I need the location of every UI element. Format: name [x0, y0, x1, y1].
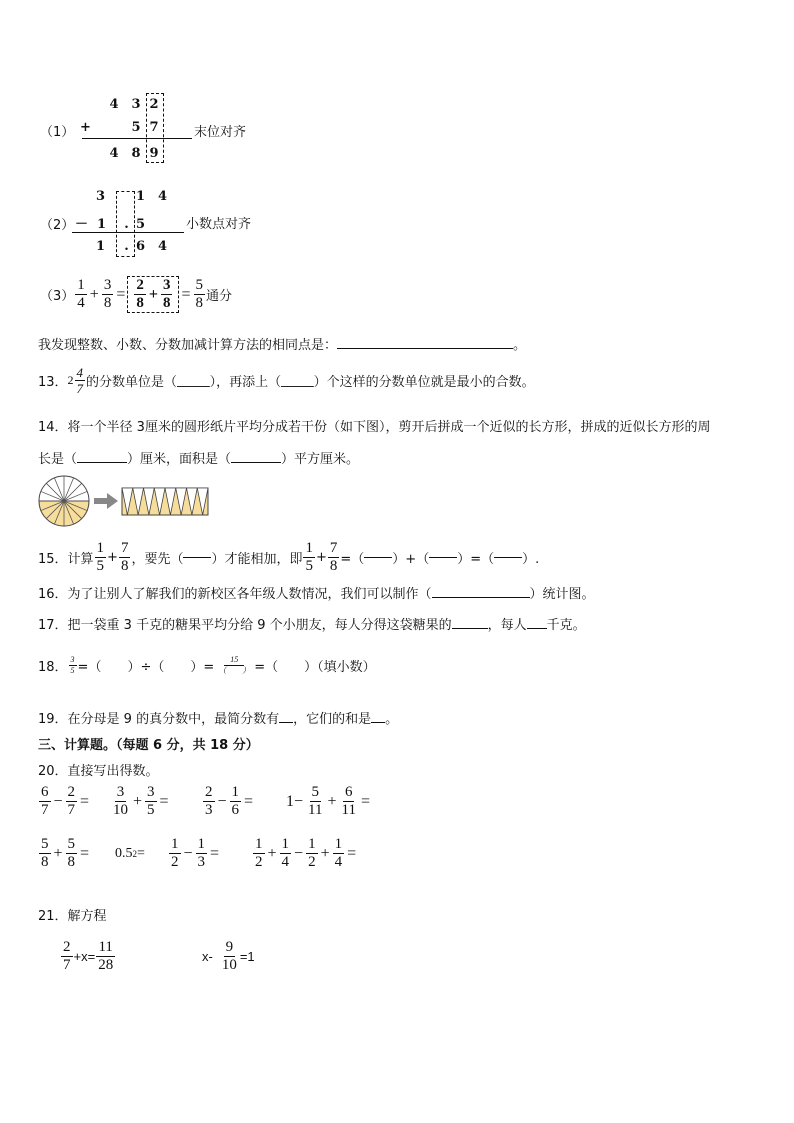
q21-eq2 — [202, 940, 255, 973]
digit: 4 — [109, 146, 119, 161]
digit: 6 — [136, 239, 146, 254]
fraction — [119, 541, 131, 574]
fraction — [306, 837, 318, 870]
denominator: 8 — [41, 854, 49, 870]
q15-text: =（ — [340, 552, 365, 567]
q15-text: ）+（ — [392, 552, 430, 567]
answer-blank — [279, 722, 293, 723]
digit: 4 — [109, 97, 119, 112]
q19-text: ，它们的和是 — [293, 712, 372, 727]
numerator: 7 — [120, 540, 129, 556]
fraction — [230, 785, 242, 818]
denominator: 8 — [120, 558, 129, 574]
denominator: 5 — [147, 802, 155, 818]
numerator: 2 — [205, 784, 213, 800]
equals-sign: = — [80, 792, 90, 810]
q19 — [38, 708, 398, 727]
numerator: 5 — [67, 836, 76, 852]
q14-line1: 14．将一个半径 3厘米的圆形纸片平均分成若干份（如下图），剪开后拼成一个近似的长方形，拼成的近似长方形的周 — [38, 420, 711, 435]
fraction — [75, 366, 86, 395]
equals-sign: = — [210, 844, 220, 862]
summary-line — [38, 334, 526, 353]
p1-sum-line — [82, 138, 192, 139]
fraction — [96, 940, 115, 973]
numerator: 11 — [98, 939, 113, 955]
numerator: 2 — [63, 939, 71, 955]
denominator: 2 — [171, 854, 179, 870]
fraction — [306, 785, 324, 818]
p3-row — [40, 276, 232, 313]
numerator: 9 — [225, 939, 234, 955]
answer-blank — [337, 348, 513, 349]
q13-text1: 的分数单位是（ — [86, 375, 178, 390]
plus-sign: + — [133, 792, 143, 810]
numerator: 3 — [70, 655, 75, 664]
calc-item — [38, 837, 115, 870]
fraction — [303, 541, 315, 574]
numerator: 7 — [329, 540, 338, 556]
p2-r2 — [75, 213, 148, 232]
digit: 5 — [136, 217, 146, 232]
answer-blank — [452, 628, 488, 629]
minus-sign: − — [183, 844, 193, 862]
denominator: 2 — [308, 854, 316, 870]
numerator: 1 — [308, 836, 316, 852]
q14-text: ）厘米，面积是（ — [127, 452, 232, 467]
numerator: 1 — [231, 784, 240, 800]
equals-sign: = — [159, 792, 169, 810]
q14-text: 长是（ — [38, 452, 78, 467]
numerator: 1 — [77, 277, 85, 293]
denominator: 8 — [103, 295, 112, 311]
q18 — [38, 656, 376, 675]
denominator: （ ） — [218, 666, 251, 675]
digit: 4 — [158, 239, 168, 254]
answer-blank — [231, 462, 281, 463]
plus-sign: + — [267, 844, 277, 862]
denominator: 5 — [305, 558, 313, 574]
arrow-right-icon — [94, 493, 118, 509]
calc-item — [38, 785, 110, 818]
answer-blank — [77, 462, 127, 463]
digit: 1 — [96, 239, 106, 254]
denominator: 7 — [41, 802, 49, 818]
q19-text: 。 — [385, 712, 399, 727]
fraction — [194, 278, 206, 311]
q17-text: ，每人 — [487, 618, 527, 633]
base-number: 0.5 — [115, 845, 133, 861]
fraction — [340, 785, 358, 818]
summary-text: 我发现整数、小数、分数加减计算方法的相同点是： — [38, 338, 338, 353]
q13-number: 13． — [38, 375, 68, 390]
q16 — [38, 583, 595, 602]
p3-label: （3） — [40, 289, 75, 304]
equation-text: x- — [202, 949, 213, 964]
minus-sign: − — [217, 792, 227, 810]
digit: 3 — [96, 189, 106, 204]
digit: 2 — [149, 97, 159, 112]
denominator: 8 — [67, 854, 76, 870]
denominator: 7 — [67, 802, 76, 818]
calc-item — [115, 846, 168, 862]
summary-end: 。 — [513, 338, 527, 353]
numerator: 1 — [197, 836, 206, 852]
digit: 8 — [131, 146, 141, 161]
mixed-whole: 2 — [67, 373, 74, 387]
fraction — [253, 837, 265, 870]
section-heading: 三、计算题。（每题 6 分，共 18 分） — [38, 738, 259, 753]
p2-note: 小数点对齐 — [186, 217, 252, 232]
numerator: 5 — [311, 784, 319, 800]
denominator: 8 — [195, 295, 203, 311]
equals-sign: = — [137, 845, 145, 861]
q13-text3: ）个这样的分数单位就是最小的合数。 — [313, 375, 535, 390]
plus-sign: + — [107, 550, 118, 565]
q15-text: ）=（ — [457, 552, 495, 567]
plus-sign: + — [148, 285, 158, 303]
q21-eq1 — [60, 940, 116, 973]
denominator: 6 — [231, 802, 240, 818]
fraction — [216, 656, 252, 675]
denominator: 8 — [136, 295, 144, 311]
answer-blank — [527, 628, 547, 629]
q13-blank1: _____ — [177, 373, 210, 388]
fraction — [66, 785, 78, 818]
fraction — [39, 837, 51, 870]
digit: 1 — [97, 217, 107, 232]
answer-blank — [429, 557, 457, 558]
p3-common-denominator-box — [127, 276, 179, 313]
q20-row1 — [38, 785, 372, 818]
numerator: 3 — [116, 784, 125, 800]
denominator: 10 — [113, 802, 128, 818]
plus-sign: + — [320, 844, 330, 862]
plus-sign: + — [53, 844, 63, 862]
denominator: 7 — [63, 957, 71, 973]
fraction — [203, 785, 215, 818]
fraction — [61, 940, 73, 973]
numerator: 1 — [255, 836, 263, 852]
numerator: 1 — [334, 836, 343, 852]
calc-item — [168, 837, 252, 870]
numerator: 3 — [147, 784, 155, 800]
divided-circle-icon — [39, 476, 89, 526]
q15-number: 15．计算 — [38, 552, 94, 567]
calc-item — [202, 785, 284, 818]
numerator: 3 — [162, 277, 171, 293]
q14-line2 — [38, 448, 359, 467]
p1-align-box — [146, 93, 164, 163]
q16-text: 16．为了让别人了解我们的新校区各年级人数情况，我们可以制作（ — [38, 587, 432, 602]
numerator: 4 — [76, 365, 84, 380]
q15-text: ）才能相加，即 — [211, 552, 303, 567]
equals-sign: = — [360, 792, 370, 810]
numerator: 5 — [195, 277, 203, 293]
q17 — [38, 614, 586, 633]
q15 — [38, 541, 539, 574]
minus-sign: － — [75, 217, 89, 232]
q13 — [38, 366, 535, 395]
equation-text: =1 — [239, 949, 255, 964]
numerator: 2 — [67, 784, 76, 800]
denominator: 10 — [221, 957, 237, 973]
fraction — [75, 278, 87, 311]
digit: 1 — [136, 189, 146, 204]
denominator: 28 — [98, 957, 114, 973]
p1-label: （1） — [40, 125, 75, 140]
p2-align-box — [116, 191, 135, 257]
numerator: 1 — [305, 540, 313, 556]
calc-item — [110, 785, 202, 818]
numerator: 1 — [171, 836, 179, 852]
equals-sign: = — [347, 844, 357, 862]
minus-sign: − — [294, 844, 304, 862]
q16-text: ）统计图。 — [529, 587, 595, 602]
decimal-point: . — [124, 239, 129, 254]
denominator: 4 — [77, 295, 85, 311]
fraction — [145, 785, 157, 818]
plus-sign: + — [80, 120, 91, 135]
numerator: 1 — [281, 836, 290, 852]
numerator: 6 — [344, 784, 353, 800]
fraction — [66, 837, 78, 870]
fraction — [69, 656, 77, 675]
numerator: 5 — [41, 836, 49, 852]
denominator: 8 — [329, 558, 338, 574]
minus-sign: − — [53, 792, 63, 810]
denominator: 7 — [76, 381, 84, 396]
digit: 4 — [158, 189, 168, 204]
denominator: 5 — [70, 666, 75, 675]
q17-text: 17．把一袋重 3 千克的糖果平均分给 9 个小朋友，每人分得这袋糖果的 — [38, 618, 452, 633]
numerator: 15 — [224, 656, 244, 666]
answer-blank — [494, 557, 522, 558]
denominator: 3 — [205, 802, 213, 818]
q18-number: 18． — [38, 660, 68, 675]
answer-blank — [183, 557, 211, 558]
q13-text2: ），再添上（ — [209, 375, 282, 390]
denominator: 4 — [334, 854, 343, 870]
fraction — [328, 541, 340, 574]
answer-blank — [364, 557, 392, 558]
q14-figure — [38, 475, 210, 527]
denominator: 3 — [197, 854, 206, 870]
digit: 7 — [149, 120, 159, 135]
denominator: 11 — [308, 802, 323, 818]
plus-sign: + — [327, 792, 337, 810]
p1-note: 末位对齐 — [194, 125, 247, 140]
denominator: 4 — [281, 854, 290, 870]
plus-sign: + — [89, 285, 99, 303]
fraction — [161, 278, 173, 311]
calc-item — [284, 785, 372, 818]
numerator: 3 — [103, 277, 112, 293]
q18-text: =（ ）（填小数） — [254, 660, 376, 675]
equation-text: +x= — [73, 949, 96, 964]
numerator: 1 — [96, 540, 105, 556]
q20-row2 — [38, 837, 358, 870]
fraction — [111, 785, 130, 818]
decimal-point: . — [124, 217, 129, 232]
q15-text: ，要先（ — [131, 552, 184, 567]
fraction — [280, 837, 292, 870]
equals-sign: = — [244, 792, 254, 810]
approx-rectangle-icon — [122, 488, 208, 515]
one-minus: 1− — [286, 792, 304, 810]
q14-text: ）平方厘米。 — [281, 452, 360, 467]
q18-text: =（ ）÷（ ）= — [77, 660, 215, 675]
plus-sign: + — [315, 550, 327, 565]
calc-item — [252, 837, 358, 870]
fraction — [333, 837, 345, 870]
q17-text: 千克。 — [546, 618, 586, 633]
fraction — [134, 278, 146, 311]
digit: 3 — [131, 97, 141, 112]
fraction — [169, 837, 181, 870]
exponent: 2 — [132, 848, 137, 859]
fraction — [102, 278, 114, 311]
equals-sign: = — [116, 285, 126, 303]
q13-blank2: _____ — [281, 373, 314, 388]
p3-note: 通分 — [206, 289, 233, 304]
p2-label: （2） — [40, 218, 75, 233]
q15-text: ）. — [522, 552, 540, 567]
digit: 9 — [149, 146, 159, 161]
fraction — [220, 940, 239, 973]
denominator: 11 — [341, 802, 356, 818]
denominator: 5 — [96, 558, 105, 574]
fraction — [39, 785, 51, 818]
answer-blank — [371, 722, 385, 723]
numerator: 2 — [136, 277, 144, 293]
q21-title: 21．解方程 — [38, 909, 107, 924]
denominator: 2 — [255, 854, 263, 870]
digit: 5 — [131, 120, 141, 135]
answer-blank — [432, 597, 530, 598]
denominator: 8 — [162, 295, 171, 311]
fraction — [95, 541, 107, 574]
q19-text: 19．在分母是 9 的真分数中，最简分数有 — [38, 712, 280, 727]
equals-sign: = — [80, 844, 90, 862]
fraction — [196, 837, 208, 870]
numerator: 6 — [41, 784, 49, 800]
equals-sign: = — [181, 285, 191, 303]
q20-title: 20．直接写出得数。 — [38, 764, 159, 779]
